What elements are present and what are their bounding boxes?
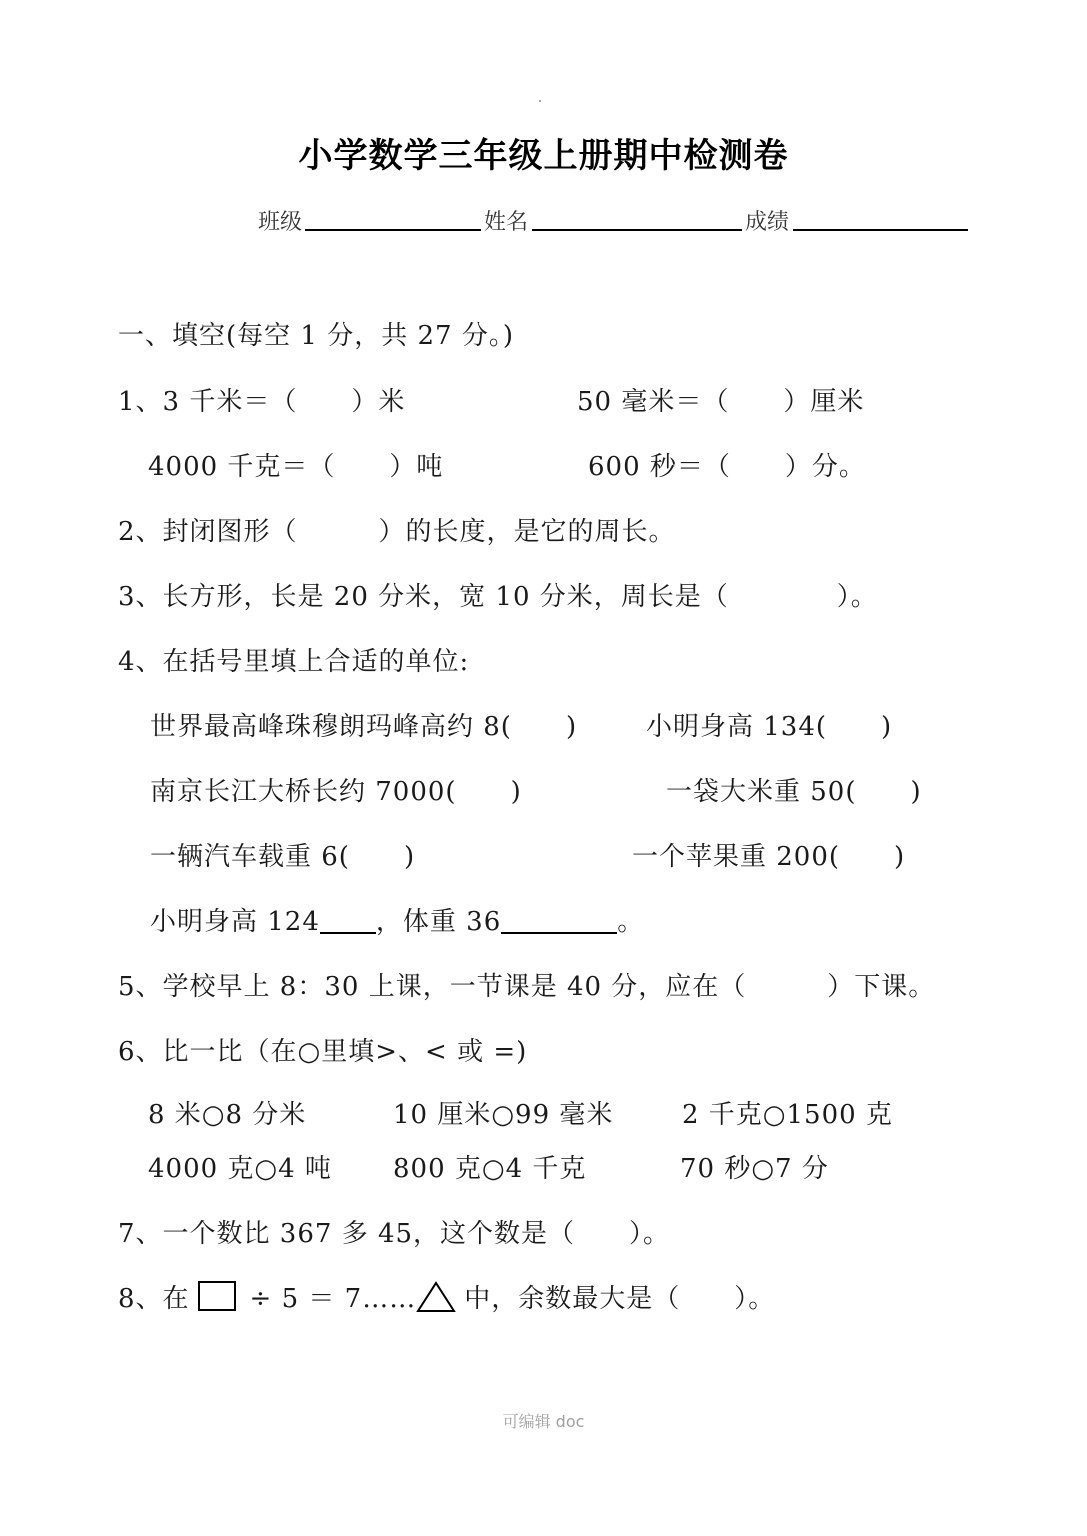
q6-item-c: 2 千克○1500 克 — [682, 1100, 893, 1130]
q4-item-g — [150, 901, 644, 938]
question-5: 5、学校早上 8：30 上课，一节课是 40 分，应在（ ）下课。 — [118, 972, 936, 1002]
footer-label: 可编辑 doc — [502, 1412, 585, 1431]
class-label: 班级 — [258, 210, 303, 235]
q1-item-a: 1、3 千米＝（ ）米 — [118, 387, 406, 417]
section-heading: 一、填空(每空 1 分，共 27 分。) — [118, 321, 514, 351]
height-unit-blank[interactable] — [320, 906, 376, 934]
q4-item-a: 世界最高峰珠穆朗玛峰高约 8( ) — [150, 712, 578, 742]
q4-item-e: 一辆汽车载重 6( ) — [150, 842, 416, 872]
q4-g-part2: ，体重 36 — [375, 907, 502, 937]
q4-g-part3: 。 — [617, 907, 645, 937]
q8-pre: 8、在 — [118, 1284, 190, 1314]
q6-item-d: 4000 克○4 吨 — [148, 1154, 332, 1184]
q8-mid: ÷ 5 ＝ 7…… — [249, 1284, 417, 1314]
scan-dot — [539, 100, 541, 102]
question-2: 2、封闭图形（ ）的长度，是它的周长。 — [118, 517, 676, 547]
q4-item-d: 一袋大米重 50( ) — [666, 777, 922, 807]
score-field[interactable] — [793, 229, 968, 231]
q4-g-part1: 小明身高 124 — [150, 907, 320, 937]
q6-item-e: 800 克○4 千克 — [393, 1154, 587, 1184]
question-8 — [118, 1278, 775, 1315]
class-field[interactable] — [305, 229, 481, 231]
q1-item-c: 4000 千克＝（ ）吨 — [148, 452, 444, 482]
question-3: 3、长方形，长是 20 分米，宽 10 分米，周长是（ ）。 — [118, 582, 878, 612]
name-label: 姓名 — [484, 210, 529, 235]
page-title: 小学数学三年级上册期中检测卷 — [298, 136, 789, 176]
q6-item-a: 8 米○8 分米 — [148, 1100, 307, 1130]
q6-item-b: 10 厘米○99 毫米 — [393, 1100, 614, 1130]
q1-item-b: 50 毫米＝（ ）厘米 — [577, 387, 865, 417]
weight-unit-blank[interactable] — [501, 906, 617, 934]
score-label: 成绩 — [745, 210, 790, 235]
q4-item-c: 南京长江大桥长约 7000( ) — [150, 777, 522, 807]
name-field[interactable] — [532, 229, 742, 231]
triangle-icon — [416, 1281, 456, 1313]
q4-item-f: 一个苹果重 200( ) — [632, 842, 906, 872]
question-6-prompt: 6、比一比（在○里填>、< 或 =) — [118, 1037, 528, 1067]
question-4-prompt: 4、在括号里填上合适的单位: — [118, 647, 470, 677]
q4-item-b: 小明身高 134( ) — [646, 712, 893, 742]
question-7: 7、一个数比 367 多 45，这个数是（ ）。 — [118, 1219, 671, 1249]
q8-post: 中，余数最大是（ ）。 — [464, 1284, 776, 1314]
q6-item-f: 70 秒○7 分 — [680, 1154, 829, 1184]
square-box-icon — [198, 1281, 236, 1311]
q1-item-d: 600 秒＝（ ）分。 — [588, 452, 866, 482]
